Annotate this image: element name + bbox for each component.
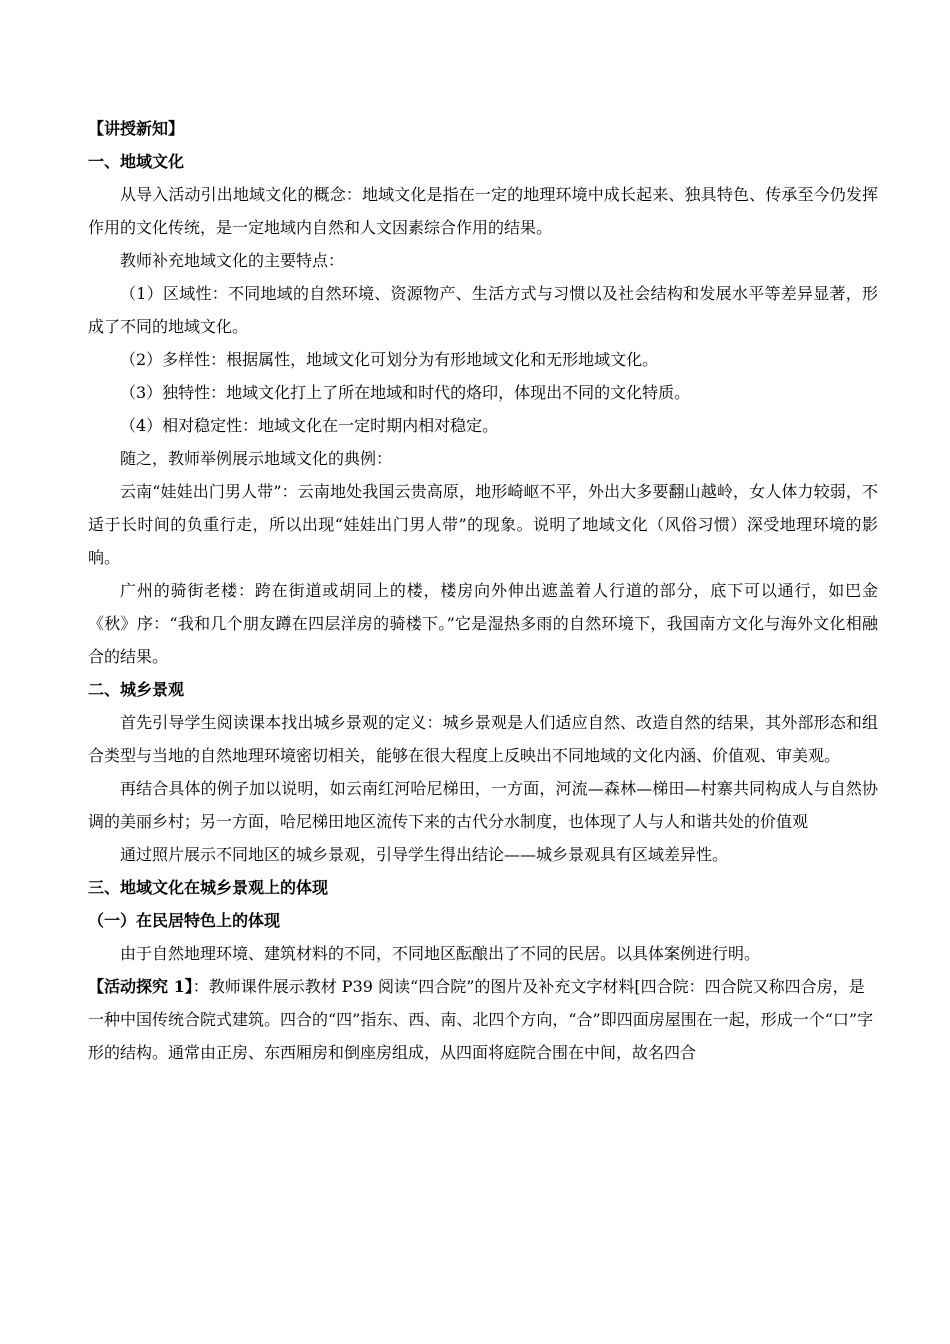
activity-label: 【活动探究 1】 — [88, 977, 193, 996]
heading-urban-rural-landscape: 二、城乡景观 — [88, 680, 185, 699]
feature-item: （4）相对稳定性：地域文化在一定时期内相对稳定。 — [120, 416, 499, 435]
paragraph: 云南“娃娃出门男人带”：云南地处我国云贵高原，地形崎岖不平，外出大多要翻山越岭，女人体力较弱，不适于长时间的负重行走，所以出现“娃娃出门男人带”的现象。说明了地域文化（风俗习惯）深受地理环境的影响。 — [88, 482, 878, 567]
feature-item: （3）独特性：地域文化打上了所在地域和时代的烙印，体现出不同的文化特质。 — [120, 383, 691, 402]
heading-culture-in-landscape: 三、地域文化在城乡景观上的体现 — [88, 878, 329, 897]
paragraph: 再结合具体的例子加以说明，如云南红河哈尼梯田，一方面，河流—森林—梯田—村寨共同构成人与自然协调的美丽乡村；另一方面，哈尼梯田地区流传下来的古代分水制度，也体现了人与人和谐共处的价值观 — [88, 779, 878, 831]
paragraph: 从导入活动引出地域文化的概念：地域文化是指在一定的地理环境中成长起来、独具特色、传承至今仍发挥作用的文化传统，是一定地域内自然和人文因素综合作用的结果。 — [88, 185, 878, 237]
activity-text: ：教师课件展示教材 P39 阅读“四合院”的图片及补充文字材料[四合院：四合院又称四合房，是一种中国传统合院式建筑。四合的“四”指东、西、南、北四个方向，“合”即四面房屋围在一起，形成一个“口”字形的结构。通常由正房、东西厢房和倒座房组成，从四面将庭院合围在中间，故名四合 — [88, 977, 874, 1062]
paragraph: 广州的骑街老楼：跨在街道或胡同上的楼，楼房向外伸出遮盖着人行道的部分，底下可以通行，如巴金《秋》序：“我和几个朋友蹲在四层洋房的骑楼下。”它是湿热多雨的自然环境下，我国南方文化与海外文化相融合的结果。 — [88, 581, 878, 666]
paragraph: 首先引导学生阅读课本找出城乡景观的定义：城乡景观是人们适应自然、改造自然的结果，其外部形态和组合类型与当地的自然地理环境密切相关，能够在很大程度上反映出不同地域的文化内涵、价值观、审美观。 — [88, 713, 878, 765]
document-body — [88, 112, 878, 1069]
paragraph: 随之，教师举例展示地域文化的典例： — [120, 449, 393, 468]
subheading-dwellings: （一）在民居特色上的体现 — [88, 911, 281, 930]
paragraph: 通过照片展示不同地区的城乡景观，引导学生得出结论——城乡景观具有区域差异性。 — [120, 845, 729, 864]
heading-regional-culture: 一、地域文化 — [88, 152, 185, 171]
paragraph: 由于自然地理环境、建筑材料的不同，不同地区酝酿出了不同的民居。以具体案例进行明。 — [120, 944, 761, 963]
activity-paragraph — [88, 970, 878, 1069]
paragraph: 教师补充地域文化的主要特点： — [120, 251, 345, 270]
feature-item: （1）区域性：不同地域的自然环境、资源物产、生活方式与习惯以及社会结构和发展水平等差异显著，形成了不同的地域文化。 — [88, 284, 878, 336]
section-marker: 【讲授新知】 — [88, 119, 185, 138]
feature-item: （2）多样性：根据属性，地域文化可划分为有形地域文化和无形地域文化。 — [120, 350, 659, 369]
